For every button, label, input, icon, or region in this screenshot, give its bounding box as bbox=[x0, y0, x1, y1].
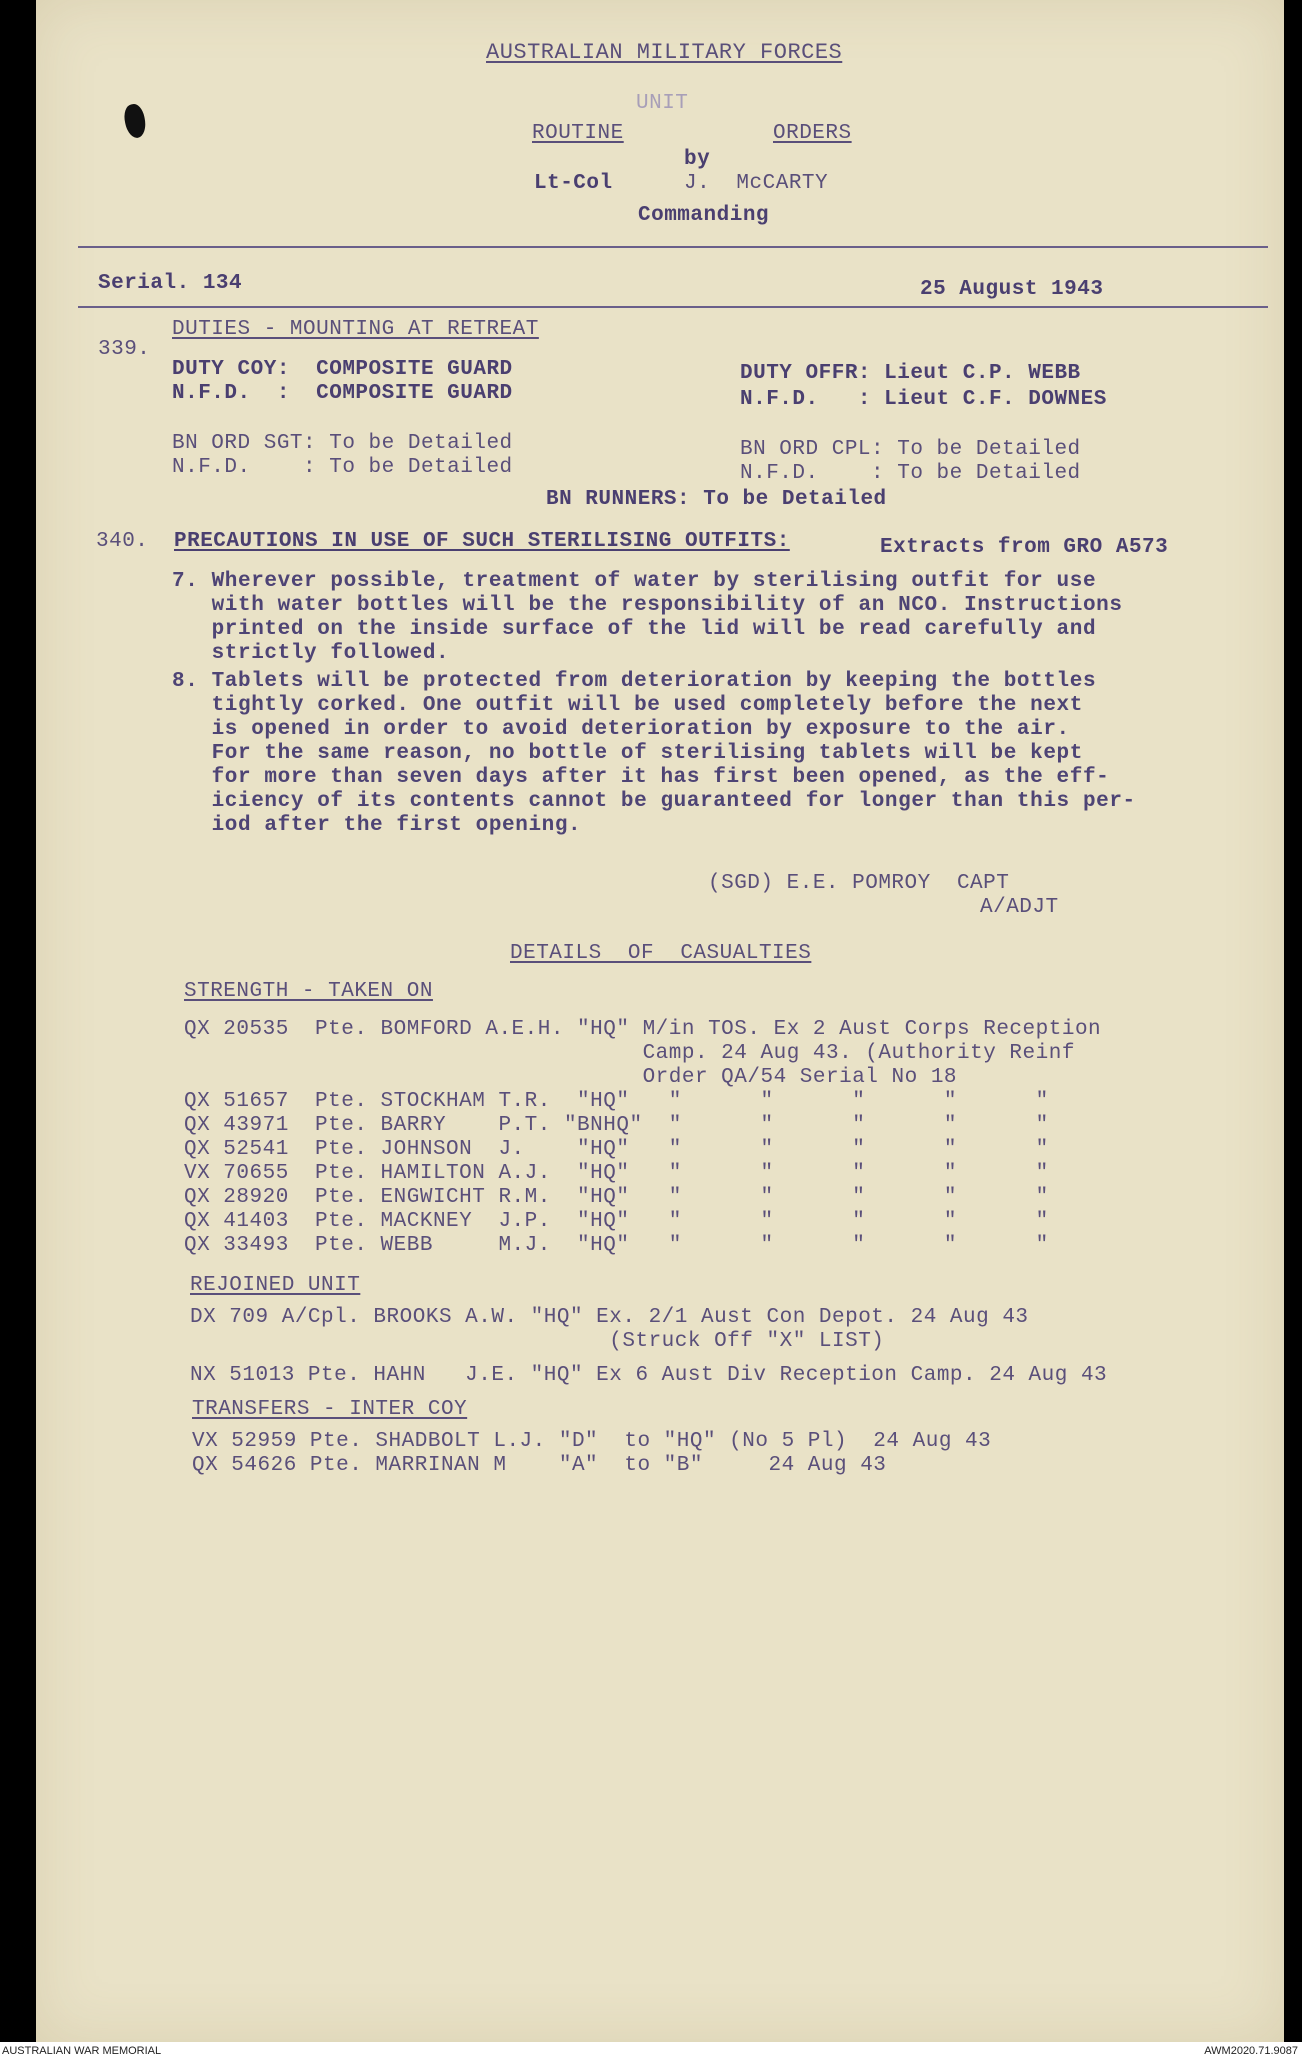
strength-row: VX 70655 Pte. HAMILTON A.J. "HQ" " " " " " bbox=[184, 1162, 1049, 1185]
duty-line-1-left: DUTY COY: COMPOSITE GUARD bbox=[172, 358, 513, 381]
strength-row: QX 20535 Pte. BOMFORD A.E.H. "HQ" M/in TOS. Ex 2 Aust Corps Reception bbox=[184, 1018, 1102, 1041]
signature-role: A/ADJT bbox=[980, 896, 1059, 919]
commander-name: J. McCARTY bbox=[684, 172, 829, 195]
item-339-heading: DUTIES - MOUNTING AT RETREAT bbox=[172, 318, 539, 341]
para-8-line: iod after the first opening. bbox=[172, 814, 582, 837]
rank-label: Lt-Col bbox=[534, 172, 613, 195]
item-340-extract: Extracts from GRO A573 bbox=[880, 536, 1169, 559]
duty-line-1-right: DUTY OFFR: Lieut C.P. WEBB bbox=[740, 362, 1081, 385]
transfers-heading: TRANSFERS - INTER COY bbox=[192, 1398, 468, 1421]
duty-line-3-left: BN ORD SGT: To be Detailed bbox=[172, 432, 513, 455]
duty-line-2-right: N.F.D. : Lieut C.F. DOWNES bbox=[740, 388, 1107, 411]
para-7-line: printed on the inside surface of the lid will be read carefully and bbox=[172, 618, 1097, 641]
routine-label: ROUTINE bbox=[532, 122, 624, 145]
duty-line-3-right: BN ORD CPL: To be Detailed bbox=[740, 438, 1081, 461]
strength-row: QX 41403 Pte. MACKNEY J.P. "HQ" " " " " " bbox=[184, 1210, 1049, 1233]
para-7-line: with water bottles will be the responsibility of an NCO. Instructions bbox=[172, 594, 1123, 617]
item-339-number: 339. bbox=[98, 338, 151, 361]
rejoined-row: (Struck Off "X" LIST) bbox=[190, 1330, 885, 1353]
strength-row: QX 51657 Pte. STOCKHAM T.R. "HQ" " " " " " bbox=[184, 1090, 1049, 1113]
unit-label: UNIT bbox=[636, 92, 689, 115]
strength-row: Order QA/54 Serial No 18 bbox=[184, 1066, 958, 1089]
duty-line-4-right: N.F.D. : To be Detailed bbox=[740, 462, 1081, 485]
serial-rule bbox=[78, 306, 1268, 308]
transfer-row: VX 52959 Pte. SHADBOLT L.J. "D" to "HQ" (No 5 Pl) 24 Aug 43 bbox=[192, 1430, 992, 1453]
signature-line: (SGD) E.E. POMROY CAPT bbox=[708, 872, 1010, 895]
para-7-line: strictly followed. bbox=[172, 642, 450, 665]
duty-line-2-left: N.F.D. : COMPOSITE GUARD bbox=[172, 382, 513, 405]
duty-line-4-left: N.F.D. : To be Detailed bbox=[172, 456, 513, 479]
orders-label: ORDERS bbox=[773, 122, 852, 145]
transfer-row: QX 54626 Pte. MARRINAN M "A" to "B" 24 Aug 43 bbox=[192, 1454, 887, 1477]
strength-row: QX 28920 Pte. ENGWICHT R.M. "HQ" " " " " " bbox=[184, 1186, 1049, 1209]
footer-accession: AWM2020.71.9087 bbox=[1204, 2045, 1298, 2057]
casualties-title: DETAILS OF CASUALTIES bbox=[510, 942, 812, 965]
by-label: by bbox=[684, 148, 711, 171]
order-date: 25 August 1943 bbox=[920, 278, 1104, 301]
para-8-line: For the same reason, no bottle of sterilising tablets will be kept bbox=[172, 742, 1083, 765]
rejoined-heading: REJOINED UNIT bbox=[190, 1274, 361, 1297]
strength-row: Camp. 24 Aug 43. (Authority Reinf bbox=[184, 1042, 1075, 1065]
rejoined-row: DX 709 A/Cpl. BROOKS A.W. "HQ" Ex. 2/1 Aust Con Depot. 24 Aug 43 bbox=[190, 1306, 1029, 1329]
strength-row: QX 33493 Pte. WEBB M.J. "HQ" " " " " " bbox=[184, 1234, 1049, 1257]
para-7-line: 7. Wherever possible, treatment of water by sterilising outfit for use bbox=[172, 570, 1097, 593]
para-8-line: tightly corked. One outfit will be used completely before the next bbox=[172, 694, 1083, 717]
commanding-label: Commanding bbox=[638, 204, 770, 227]
para-8-line: iciency of its contents cannot be guaranteed for longer than this per- bbox=[172, 790, 1136, 813]
item-340-number: 340. bbox=[96, 530, 149, 553]
para-8-line: 8. Tablets will be protected from deterioration by keeping the bottles bbox=[172, 670, 1097, 693]
item-340-heading: PRECAUTIONS IN USE OF SUCH STERILISING OUTFITS: bbox=[174, 530, 790, 553]
strength-row: QX 43971 Pte. BARRY P.T. "BNHQ" " " " " " bbox=[184, 1114, 1049, 1137]
footer-source: AUSTRALIAN WAR MEMORIAL bbox=[2, 2045, 162, 2057]
footer-bar bbox=[0, 2042, 1302, 2061]
rejoined-row: NX 51013 Pte. HAHN J.E. "HQ" Ex 6 Aust Div Reception Camp. 24 Aug 43 bbox=[190, 1364, 1108, 1387]
document-title: AUSTRALIAN MILITARY FORCES bbox=[486, 40, 843, 65]
para-8-line: is opened in order to avoid deterioration by exposure to the air. bbox=[172, 718, 1070, 741]
bn-runners: BN RUNNERS: To be Detailed bbox=[546, 488, 887, 511]
para-8-line: for more than seven days after it has first been opened, as the eff- bbox=[172, 766, 1110, 789]
strength-row: QX 52541 Pte. JOHNSON J. "HQ" " " " " " bbox=[184, 1138, 1049, 1161]
header-rule bbox=[78, 246, 1268, 248]
strength-heading: STRENGTH - TAKEN ON bbox=[184, 980, 433, 1003]
serial-number: Serial. 134 bbox=[98, 272, 243, 295]
